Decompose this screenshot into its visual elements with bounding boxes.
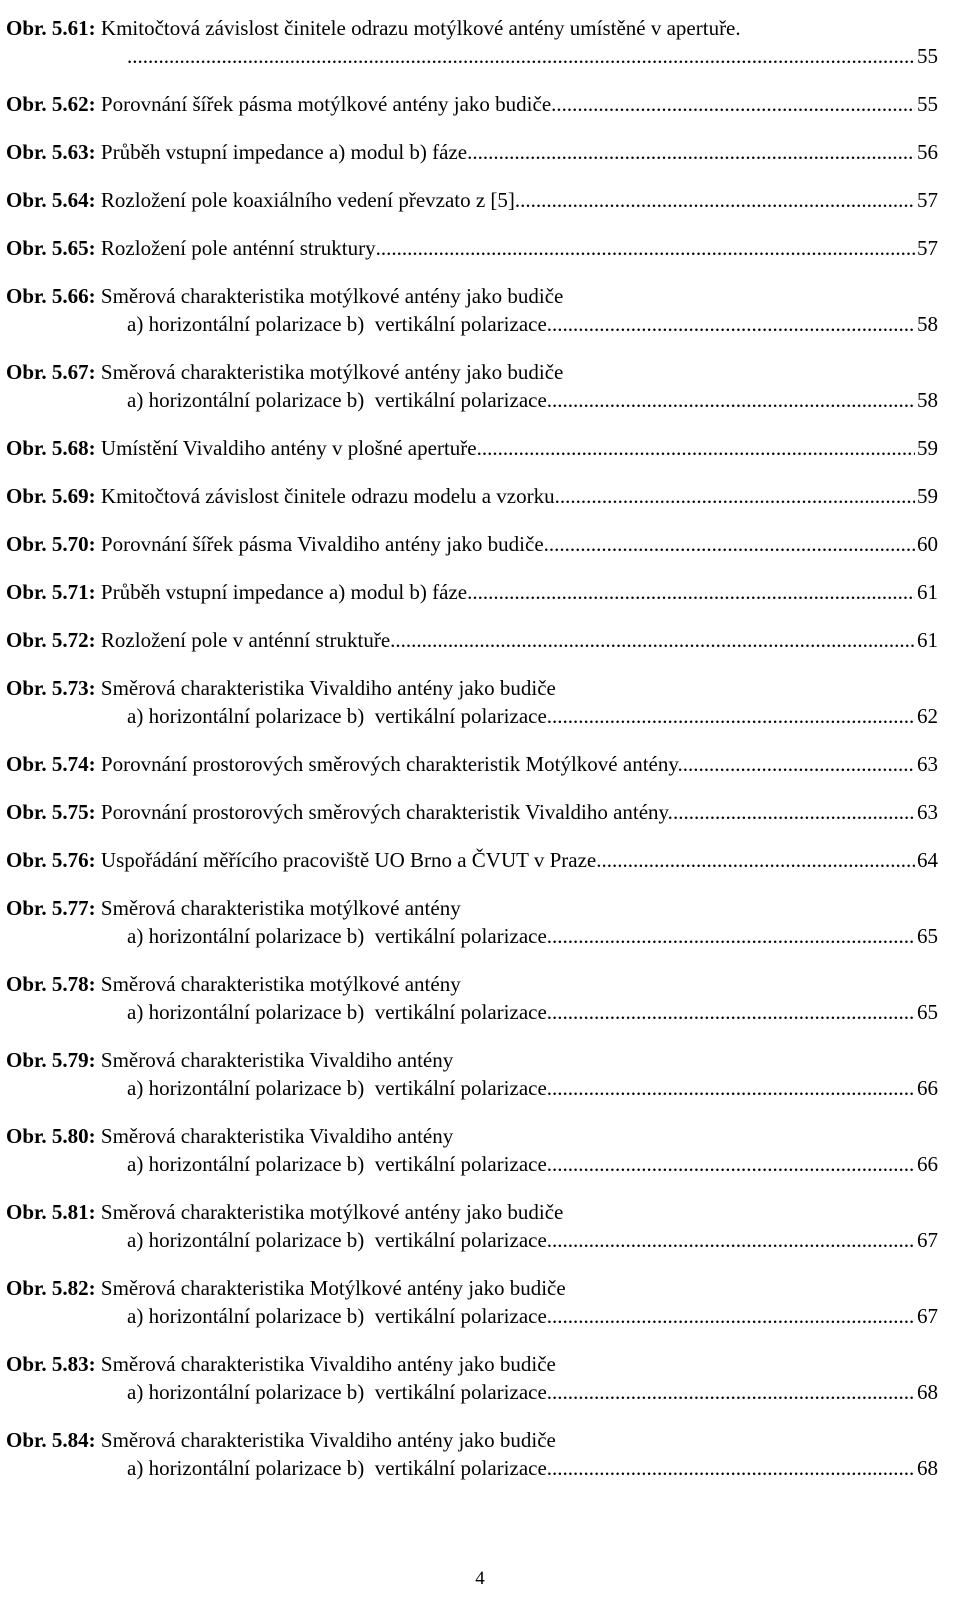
toc-entry-line	[6, 42, 938, 70]
dot-leader	[395, 626, 915, 654]
page-ref: 66	[917, 1152, 938, 1176]
toc-entry[interactable]	[6, 1122, 938, 1178]
figure-title: Směrová charakteristika motýlkové antény jako budiče	[100, 360, 564, 384]
figure-label: Obr. 5.66:	[6, 284, 96, 308]
page-ref: 55	[917, 44, 938, 68]
figure-label: Obr. 5.81:	[6, 1200, 96, 1224]
figure-title: Směrová charakteristika motýlkové antény jako budiče	[100, 1200, 564, 1224]
figure-label: Obr. 5.78:	[6, 972, 96, 996]
figure-title: a) horizontální polarizace b) vertikální polarizace	[127, 1228, 547, 1252]
toc-entry-line	[6, 1122, 938, 1150]
toc-entry-line	[6, 1378, 938, 1406]
page-ref: 59	[917, 484, 938, 508]
dot-leader	[683, 750, 915, 778]
page-ref: 58	[917, 388, 938, 412]
figure-label: Obr. 5.77:	[6, 896, 96, 920]
page-number: 4	[475, 1568, 485, 1589]
dot-leader	[547, 310, 915, 338]
toc-entry-line	[6, 386, 938, 414]
toc-entry-line	[6, 626, 938, 654]
dot-leader	[549, 530, 915, 558]
toc-entry[interactable]	[6, 482, 938, 510]
figure-label: Obr. 5.67:	[6, 360, 96, 384]
figure-label: Obr. 5.68:	[6, 436, 96, 460]
list-of-figures	[6, 14, 938, 1502]
figure-label: Obr. 5.84:	[6, 1428, 96, 1452]
dot-leader	[127, 42, 915, 70]
toc-entry-line	[6, 1198, 938, 1226]
toc-entry-line	[6, 846, 938, 874]
page-ref: 67	[917, 1304, 938, 1328]
dot-leader	[547, 702, 915, 730]
dot-leader	[376, 234, 915, 262]
figure-label: Obr. 5.64:	[6, 188, 96, 212]
dot-leader	[552, 386, 915, 414]
page-ref: 57	[917, 188, 938, 212]
figure-title: a) horizontální polarizace b) vertikální polarizace	[127, 1076, 547, 1100]
figure-title: Porovnání šířek pásma Vivaldiho antény jako budiče.	[100, 532, 549, 556]
toc-entry[interactable]	[6, 1274, 938, 1330]
page-ref: 57	[917, 236, 938, 260]
dot-leader	[472, 578, 915, 606]
figure-label: Obr. 5.71:	[6, 580, 96, 604]
figure-title: Směrová charakteristika motýlkové antény	[100, 972, 461, 996]
page-ref: 63	[917, 800, 938, 824]
figure-title: Kmitočtová závislost činitele odrazu modelu a vzorku	[100, 484, 555, 508]
page-ref: 58	[917, 312, 938, 336]
toc-entry[interactable]	[6, 626, 938, 654]
figure-title: Průběh vstupní impedance a) modul b) fáze.	[100, 580, 473, 604]
figure-title: Směrová charakteristika motýlkové antény jako budiče	[100, 284, 564, 308]
figure-label: Obr. 5.73:	[6, 676, 96, 700]
toc-entry[interactable]	[6, 186, 938, 214]
figure-label: Obr. 5.75:	[6, 800, 96, 824]
figure-title: Kmitočtová závislost činitele odrazu motýlkové antény umístěné v apertuře.	[100, 16, 741, 40]
toc-entry-line	[6, 434, 938, 462]
figure-title: a) horizontální polarizace b) vertikální polarizace	[127, 924, 547, 948]
figure-title: Směrová charakteristika Vivaldiho antény jako budiče	[100, 676, 556, 700]
toc-entry-line	[6, 1350, 938, 1378]
figure-title: Směrová charakteristika Vivaldiho antény jako budiče	[100, 1352, 556, 1376]
toc-entry[interactable]	[6, 434, 938, 462]
page-ref: 63	[917, 752, 938, 776]
toc-entry[interactable]	[6, 1426, 938, 1482]
toc-entry-line	[6, 234, 938, 262]
toc-entry[interactable]	[6, 14, 938, 70]
toc-entry-line	[6, 998, 938, 1026]
figure-label: Obr. 5.79:	[6, 1048, 96, 1072]
page-ref: 61	[917, 580, 938, 604]
toc-entry-line	[6, 482, 938, 510]
toc-entry[interactable]	[6, 358, 938, 414]
toc-entry-line	[6, 186, 938, 214]
toc-entry-line	[6, 894, 938, 922]
page-ref: 59	[917, 436, 938, 460]
dot-leader	[482, 434, 915, 462]
dot-leader	[547, 1074, 915, 1102]
figure-title: Rozložení pole anténní struktury	[100, 236, 376, 260]
dot-leader	[555, 482, 915, 510]
toc-entry[interactable]	[6, 530, 938, 558]
figure-title: Porovnání šířek pásma motýlkové antény jako budiče.	[100, 92, 557, 116]
figure-title: Směrová charakteristika Vivaldiho antény jako budiče	[100, 1428, 556, 1452]
figure-title: a) horizontální polarizace b) vertikální polarizace	[127, 1456, 547, 1480]
toc-entry-line	[6, 1046, 938, 1074]
toc-entry-line	[6, 922, 938, 950]
figure-title: a) horizontální polarizace b) vertikální polarizace	[127, 1000, 547, 1024]
figure-title: Směrová charakteristika Vivaldiho antény	[100, 1124, 454, 1148]
figure-label: Obr. 5.61:	[6, 16, 96, 40]
toc-entry[interactable]	[6, 846, 938, 874]
page-ref: 66	[917, 1076, 938, 1100]
page-ref: 61	[917, 628, 938, 652]
toc-entry[interactable]	[6, 1046, 938, 1102]
figure-label: Obr. 5.80:	[6, 1124, 96, 1148]
toc-entry[interactable]	[6, 1350, 938, 1406]
dot-leader	[596, 846, 915, 874]
toc-entry-line	[6, 970, 938, 998]
toc-entry-line	[6, 578, 938, 606]
figure-label: Obr. 5.62:	[6, 92, 96, 116]
toc-entry-line	[6, 358, 938, 386]
dot-leader	[547, 922, 915, 950]
figure-label: Obr. 5.76:	[6, 848, 96, 872]
figure-title: Směrová charakteristika motýlkové antény	[100, 896, 461, 920]
dot-leader	[472, 138, 915, 166]
dot-leader	[547, 1454, 915, 1482]
page-ref: 65	[917, 1000, 938, 1024]
figure-label: Obr. 5.74:	[6, 752, 96, 776]
figure-label: Obr. 5.70:	[6, 532, 96, 556]
toc-entry-line	[6, 310, 938, 338]
toc-entry-line	[6, 1274, 938, 1302]
dot-leader	[547, 1302, 915, 1330]
toc-entry[interactable]	[6, 970, 938, 1026]
figure-title: a) horizontální polarizace b) vertikální polarizace	[127, 1304, 547, 1328]
figure-title: Uspořádání měřícího pracoviště UO Brno a ČVUT v Praze	[100, 848, 597, 872]
dot-leader	[547, 1150, 915, 1178]
toc-entry-line	[6, 138, 938, 166]
figure-title: a) horizontální polarizace b) vertikální polarizace	[127, 312, 547, 336]
dot-leader	[556, 90, 915, 118]
toc-entry[interactable]	[6, 894, 938, 950]
toc-entry-line	[6, 14, 938, 42]
dot-leader	[547, 1226, 915, 1254]
toc-entry-line	[6, 674, 938, 702]
toc-entry-line	[6, 750, 938, 778]
dot-leader	[547, 1378, 915, 1406]
dot-leader	[520, 186, 915, 214]
toc-entry[interactable]	[6, 674, 938, 730]
toc-entry[interactable]	[6, 282, 938, 338]
toc-entry-line	[6, 702, 938, 730]
page-ref: 62	[917, 704, 938, 728]
page-ref: 65	[917, 924, 938, 948]
figure-label: Obr. 5.65:	[6, 236, 96, 260]
figure-title: Porovnání prostorových směrových charakteristik Vivaldiho antény.	[100, 800, 673, 824]
toc-entry-line	[6, 798, 938, 826]
page-ref: 64	[917, 848, 938, 872]
toc-entry-line	[6, 1074, 938, 1102]
page-ref: 56	[917, 140, 938, 164]
figure-title: a) horizontální polarizace b) vertikální polarizace	[127, 1380, 547, 1404]
toc-entry[interactable]	[6, 798, 938, 826]
page-ref: 55	[917, 92, 938, 116]
figure-label: Obr. 5.69:	[6, 484, 96, 508]
toc-entry-line	[6, 1426, 938, 1454]
figure-label: Obr. 5.82:	[6, 1276, 96, 1300]
toc-entry-line	[6, 90, 938, 118]
page-ref: 68	[917, 1380, 938, 1404]
figure-title: Umístění Vivaldiho antény v plošné apertuře.	[100, 436, 482, 460]
toc-entry-line	[6, 1226, 938, 1254]
toc-entry[interactable]	[6, 1198, 938, 1254]
toc-entry[interactable]	[6, 750, 938, 778]
figure-title: a) horizontální polarizace b) vertikální polarizace.	[127, 388, 553, 412]
page-ref: 68	[917, 1456, 938, 1480]
page-ref: 67	[917, 1228, 938, 1252]
toc-entry[interactable]	[6, 234, 938, 262]
toc-entry[interactable]	[6, 138, 938, 166]
figure-title: Rozložení pole v anténní struktuře.	[100, 628, 396, 652]
toc-entry-line	[6, 1150, 938, 1178]
toc-entry-line	[6, 1454, 938, 1482]
page-ref: 60	[917, 532, 938, 556]
figure-title: Směrová charakteristika Motýlkové antény jako budiče	[100, 1276, 566, 1300]
toc-entry-line	[6, 282, 938, 310]
toc-entry-line	[6, 530, 938, 558]
figure-title: Průběh vstupní impedance a) modul b) fáze.	[100, 140, 473, 164]
figure-title: Směrová charakteristika Vivaldiho antény	[100, 1048, 454, 1072]
toc-entry[interactable]	[6, 90, 938, 118]
toc-entry-line	[6, 1302, 938, 1330]
figure-label: Obr. 5.63:	[6, 140, 96, 164]
figure-label: Obr. 5.83:	[6, 1352, 96, 1376]
figure-title: a) horizontální polarizace b) vertikální polarizace	[127, 704, 547, 728]
figure-label: Obr. 5.72:	[6, 628, 96, 652]
dot-leader	[547, 998, 915, 1026]
toc-entry[interactable]	[6, 578, 938, 606]
figure-title: Rozložení pole koaxiálního vedení převzato z [5].	[100, 188, 521, 212]
figure-title: Porovnání prostorových směrových charakteristik Motýlkové antény.	[100, 752, 683, 776]
figure-title: a) horizontální polarizace b) vertikální polarizace	[127, 1152, 547, 1176]
dot-leader	[673, 798, 915, 826]
